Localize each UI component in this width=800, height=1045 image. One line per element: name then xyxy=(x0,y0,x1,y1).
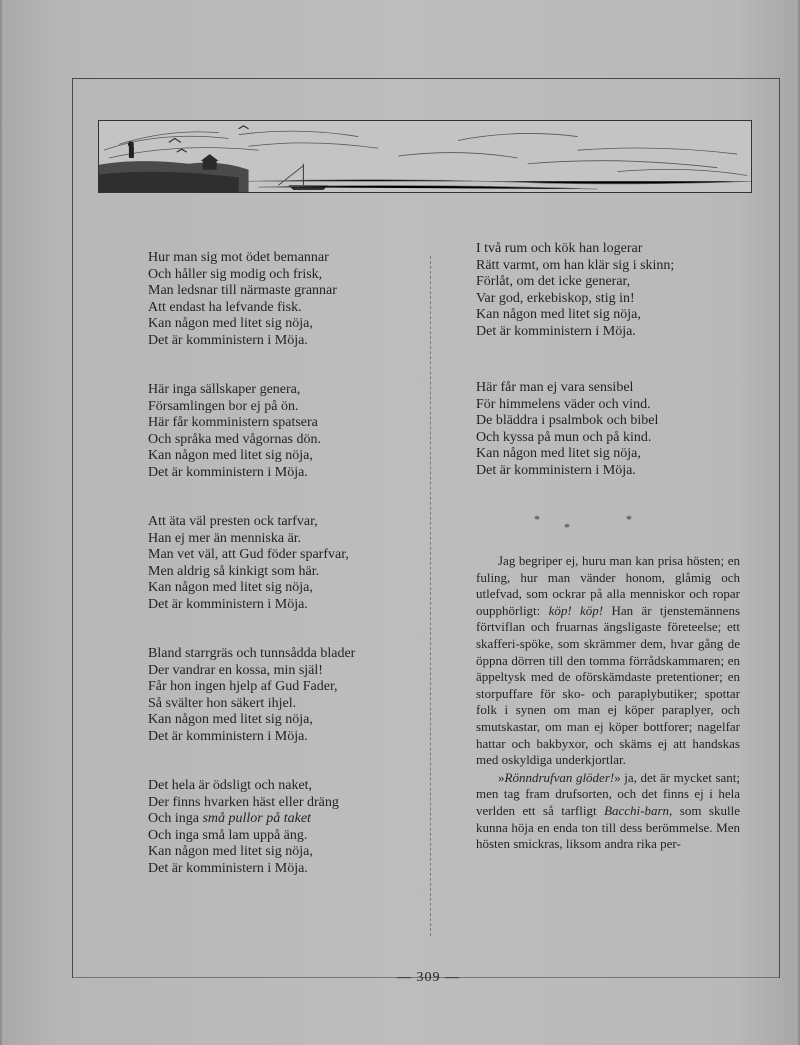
poem-line: Kan någon med litet sig nöja, xyxy=(148,580,313,595)
poem-stanza xyxy=(148,778,418,877)
poem-line: Får hon ingen hjelp af Gud Fader, xyxy=(148,679,338,694)
poem-line: Det hela är ödsligt och naket, xyxy=(148,778,313,793)
poem-line: Det är komministern i Möja. xyxy=(148,860,308,876)
poem-line: Hur man sig mot ödet bemannar xyxy=(148,250,329,265)
poem-line: Det är komministern i Möja. xyxy=(148,464,308,480)
poem-line: Bland starrgräs och tunnsådda blader xyxy=(148,646,356,661)
poem-left-column xyxy=(148,250,418,910)
poem-line: Förlåt, om det icke generar, xyxy=(476,274,631,289)
prose-section xyxy=(476,553,740,853)
poem-line-italic-phrase: Och inga små pullor på taket xyxy=(148,811,311,826)
poem-line: Kan någon med litet sig nöja, xyxy=(148,316,313,331)
poem-line: Församlingen bor ej på ön. xyxy=(148,398,299,414)
poem-line: Men aldrig så kinkigt som här. xyxy=(148,563,320,579)
poem-line: Det är komministern i Möja. xyxy=(476,323,636,339)
prose-italic: köp! köp! xyxy=(548,602,604,618)
poem-line: Kan någon med litet sig nöja, xyxy=(476,446,641,461)
poem-line: Det är komministern i Möja. xyxy=(148,596,308,612)
poem-line: Att endast ha lefvande fisk. xyxy=(148,299,302,315)
poem-line: Det är komministern i Möja. xyxy=(148,728,308,744)
poem-stanza xyxy=(476,380,746,479)
section-separator xyxy=(534,512,644,536)
poem-line: I två rum och kök han logerar xyxy=(476,241,643,256)
poem-line: Han ej mer än menniska är. xyxy=(148,530,302,546)
sea-landscape-drawing xyxy=(99,121,751,192)
poem-line: Kan någon med litet sig nöja, xyxy=(148,448,313,463)
prose-text: Jag begriper ej, huru man kan prisa hösten; en fuling, hur man vänder honom, glåmig och utlefvad, som ockrar på alla menniskor och ropar oupphörligt: xyxy=(476,553,740,618)
poem-line: Kan någon med litet sig nöja, xyxy=(148,712,313,727)
prose-text: Han är tjenstemännens förtviflan och fruarnas ängsligaste företeelse; ett skafferi-spöke, som skrämmer dem, hvar gång de öppna dörren till den tomma förrådskammaren; en äppeltysk med de oförskämdaste pretentioner; en storpuffare för sko- och paraplybutiker; spottar folk i synen om man ej köper paraplyer, och smutskastar, om man ej köper bottforer; nagelfar hattar och bakbyxor, och skäms ej att handskas med oskyldiga underkjortlar. xyxy=(476,602,741,768)
poem-line: Rätt varmt, om han klär sig i skinn; xyxy=(476,257,675,273)
poem-line: Här inga sällskaper genera, xyxy=(148,382,301,397)
poem-line: De bläddra i psalmbok och bibel xyxy=(476,413,659,428)
poem-line: Och håller sig modig och frisk, xyxy=(148,266,323,282)
right-rule xyxy=(779,78,780,978)
poem-stanza xyxy=(476,241,746,340)
poem-stanza xyxy=(148,382,418,481)
prose-text: » ja, det är mycket sant; men tag fram drufsorten, och det finns ej i hela verlden ett så tarfligt xyxy=(476,769,741,818)
poem-line: Der vandrar en kossa, min själ! xyxy=(148,662,323,678)
poem-right-column xyxy=(476,241,746,513)
prose-text: » xyxy=(498,769,505,785)
poem-stanza xyxy=(148,250,418,349)
prose-paragraph xyxy=(476,553,740,769)
poem-line: Der finns hvarken häst eller dräng xyxy=(148,794,339,810)
poem-stanza xyxy=(148,646,418,745)
header-vignette-illustration xyxy=(98,120,752,193)
column-divider xyxy=(430,256,431,936)
asterisk: * xyxy=(564,520,570,534)
poem-line: För himmelens väder och vind. xyxy=(476,396,651,412)
page-number: — 309 — xyxy=(397,970,460,985)
poem-line: Och inga små lam uppå äng. xyxy=(148,827,308,843)
poem-line: Och kyssa på mun och på kind. xyxy=(476,429,652,445)
poem-line: Och språka med vågornas dön. xyxy=(148,431,322,447)
left-rule xyxy=(72,78,73,978)
prose-italic: Bacchi-barn, xyxy=(604,802,673,818)
asterisk: * xyxy=(534,512,540,526)
asterisk: * xyxy=(626,512,632,526)
poem-line: Det är komministern i Möja. xyxy=(476,462,636,478)
prose-paragraph xyxy=(476,770,740,853)
poem-line: Att äta väl presten ock tarfvar, xyxy=(148,514,318,529)
poem-line: Kan någon med litet sig nöja, xyxy=(148,844,313,859)
poem-line: Här får komministern spatsera xyxy=(148,415,318,430)
poem-line: Här får man ej vara sensibel xyxy=(476,380,634,395)
prose-text: som skulle kunna höja en enda ton till dess berömmelse. Men hösten smickras, liksom andra rika per- xyxy=(476,802,740,852)
prose-italic: Rönndrufvan glöder! xyxy=(504,769,615,785)
poem-line: Kan någon med litet sig nöja, xyxy=(476,307,641,322)
poem-line: Så svälter hon säkert ihjel. xyxy=(148,695,297,711)
poem-line: Var god, erkebiskop, stig in! xyxy=(476,290,635,306)
poem-line: Det är komministern i Möja. xyxy=(148,332,308,348)
poem-line: Man vet väl, att Gud föder sparfvar, xyxy=(148,547,349,562)
poem-italic-phrase: små pullor på taket xyxy=(202,811,311,826)
top-rule xyxy=(72,78,780,79)
poem-stanza xyxy=(148,514,418,613)
poem-line: Man ledsnar till närmaste grannar xyxy=(148,283,337,298)
book-page xyxy=(2,0,798,1045)
